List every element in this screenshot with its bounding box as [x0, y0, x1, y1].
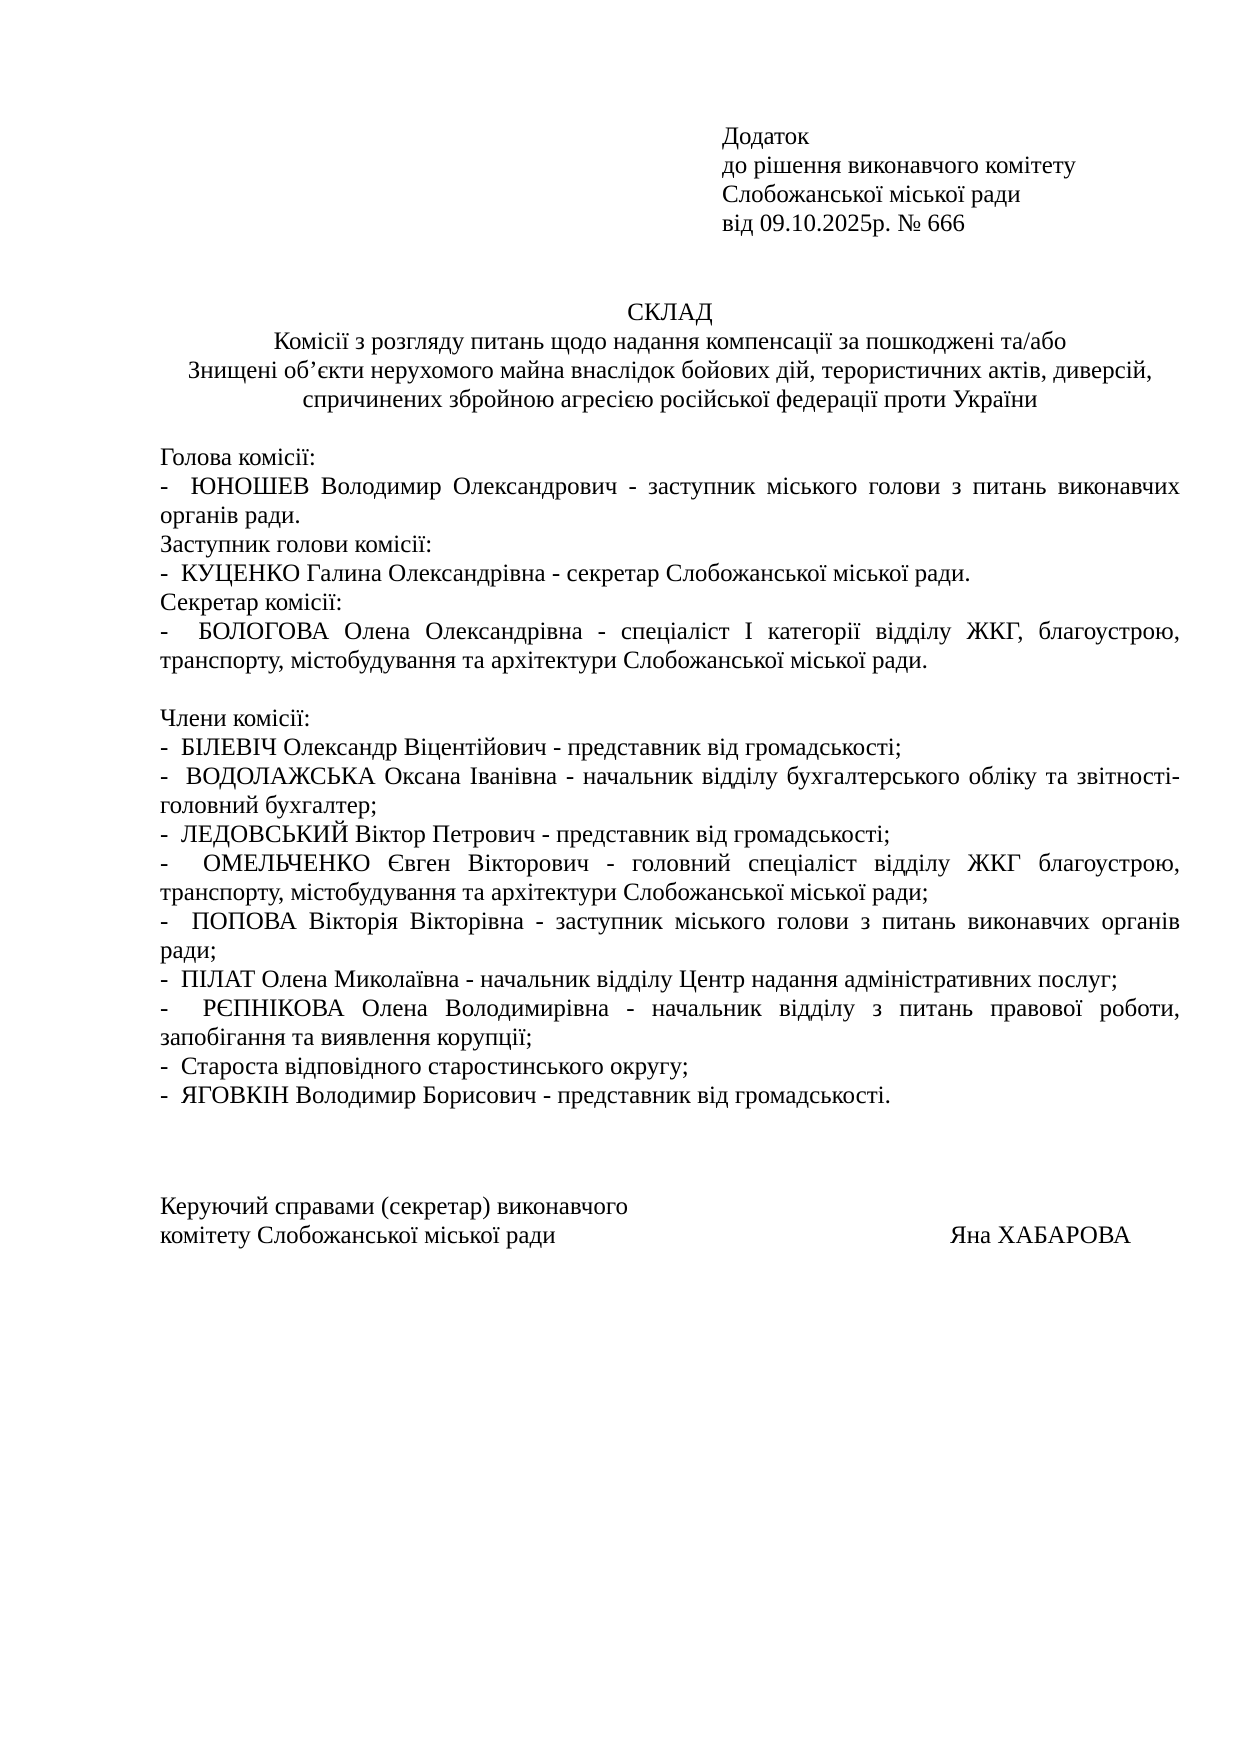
- body-paragraph: [160, 849, 1180, 907]
- body-paragraph: [160, 704, 1180, 733]
- body-paragraph: [160, 965, 1180, 994]
- body-paragraph: [160, 588, 1180, 617]
- paragraph-line: ради;: [160, 937, 217, 964]
- paragraph-line: транспорту, містобудування та архітектури Слобожанської міської ради;: [160, 879, 929, 906]
- body-paragraph: [160, 820, 1180, 849]
- reference-line: Слобожанської міської ради: [722, 181, 1021, 208]
- paragraph-line: Члени комісії:: [160, 705, 311, 732]
- paragraph-line: - БІЛЕВІЧ Олександр Віцентійович - представник від громадськості;: [160, 734, 902, 761]
- paragraph-line: головний бухгалтер;: [160, 792, 378, 819]
- paragraph-line: органів ради.: [160, 502, 301, 529]
- signature-block: [160, 1192, 1180, 1250]
- document-title: СКЛАД: [627, 299, 713, 326]
- body-paragraph: [160, 617, 1180, 675]
- document-body: [160, 443, 1180, 1110]
- title-block: [160, 298, 1180, 414]
- body-paragraph: [160, 530, 1180, 559]
- reference-line: від 09.10.2025р. № 666: [722, 210, 965, 237]
- paragraph-line: - ПІЛАТ Олена Миколаївна - начальник відділу Центр надання адміністративних послуг;: [160, 966, 1118, 993]
- paragraph-line: - ПОПОВА Вікторія Вікторівна - заступник міського голови з питань виконавчих органів: [160, 908, 1180, 935]
- paragraph-line: - ВОДОЛАЖСЬКА Оксана Іванівна - начальник відділу бухгалтерського обліку та звітності-: [160, 763, 1180, 790]
- signatory-name: Яна ХАБАРОВА: [950, 1222, 1132, 1249]
- reference-line: до рішення виконавчого комітету: [722, 152, 1076, 179]
- paragraph-line: - ЮНОШЕВ Володимир Олександрович - заступник міського голови з питань виконавчих: [160, 473, 1180, 500]
- body-paragraph: [160, 994, 1180, 1052]
- reference-block: [722, 122, 1180, 238]
- body-paragraph: [160, 907, 1180, 965]
- paragraph-line: - ОМЕЛЬЧЕНКО Євген Вікторович - головний спеціаліст відділу ЖКГ благоустрою,: [160, 850, 1180, 877]
- body-paragraph: [160, 762, 1180, 820]
- title-subtitle-line: спричинених збройною агресією російської федерації проти України: [302, 386, 1038, 413]
- paragraph-line: - ЯГОВКІН Володимир Борисович - представник від громадськості.: [160, 1082, 891, 1109]
- reference-line: Додаток: [722, 123, 810, 150]
- body-paragraph: [160, 733, 1180, 762]
- paragraph-line: - БОЛОГОВА Олена Олександрівна - спеціаліст І категорії відділу ЖКГ, благоустрою,: [160, 618, 1180, 645]
- body-paragraph: [160, 559, 1180, 588]
- signatory-position-line: Керуючий справами (секретар) виконавчого: [160, 1193, 628, 1220]
- paragraph-line: запобігання та виявлення корупції;: [160, 1024, 533, 1051]
- body-paragraph: [160, 1052, 1180, 1081]
- body-paragraph: [160, 1081, 1180, 1110]
- paragraph-line: Голова комісії:: [160, 444, 316, 471]
- paragraph-line: Секретар комісії:: [160, 589, 343, 616]
- paragraph-line: - РЄПНІКОВА Олена Володимирівна - начальник відділу з питань правової роботи,: [160, 995, 1180, 1022]
- body-group: [160, 443, 1180, 675]
- signatory-position-line: комітету Слобожанської міської ради: [160, 1222, 556, 1249]
- paragraph-line: - КУЦЕНКО Галина Олександрівна - секретар Слобожанської міської ради.: [160, 560, 971, 587]
- title-subtitle-line: Комісії з розгляду питань щодо надання компенсації за пошкоджені та/або: [273, 328, 1067, 355]
- body-group: [160, 704, 1180, 1110]
- body-paragraph: [160, 443, 1180, 472]
- title-subtitle-line: Знищені об’єкти нерухомого майна внаслідок бойових дій, терористичних актів, диверсій,: [187, 357, 1153, 384]
- paragraph-line: Заступник голови комісії:: [160, 531, 433, 558]
- paragraph-line: - Староста відповідного старостинського округу;: [160, 1053, 689, 1080]
- body-paragraph: [160, 472, 1180, 530]
- paragraph-line: транспорту, містобудування та архітектури Слобожанської міської ради.: [160, 647, 928, 674]
- paragraph-line: - ЛЕДОВСЬКИЙ Віктор Петрович - представник від громадськості;: [160, 821, 891, 848]
